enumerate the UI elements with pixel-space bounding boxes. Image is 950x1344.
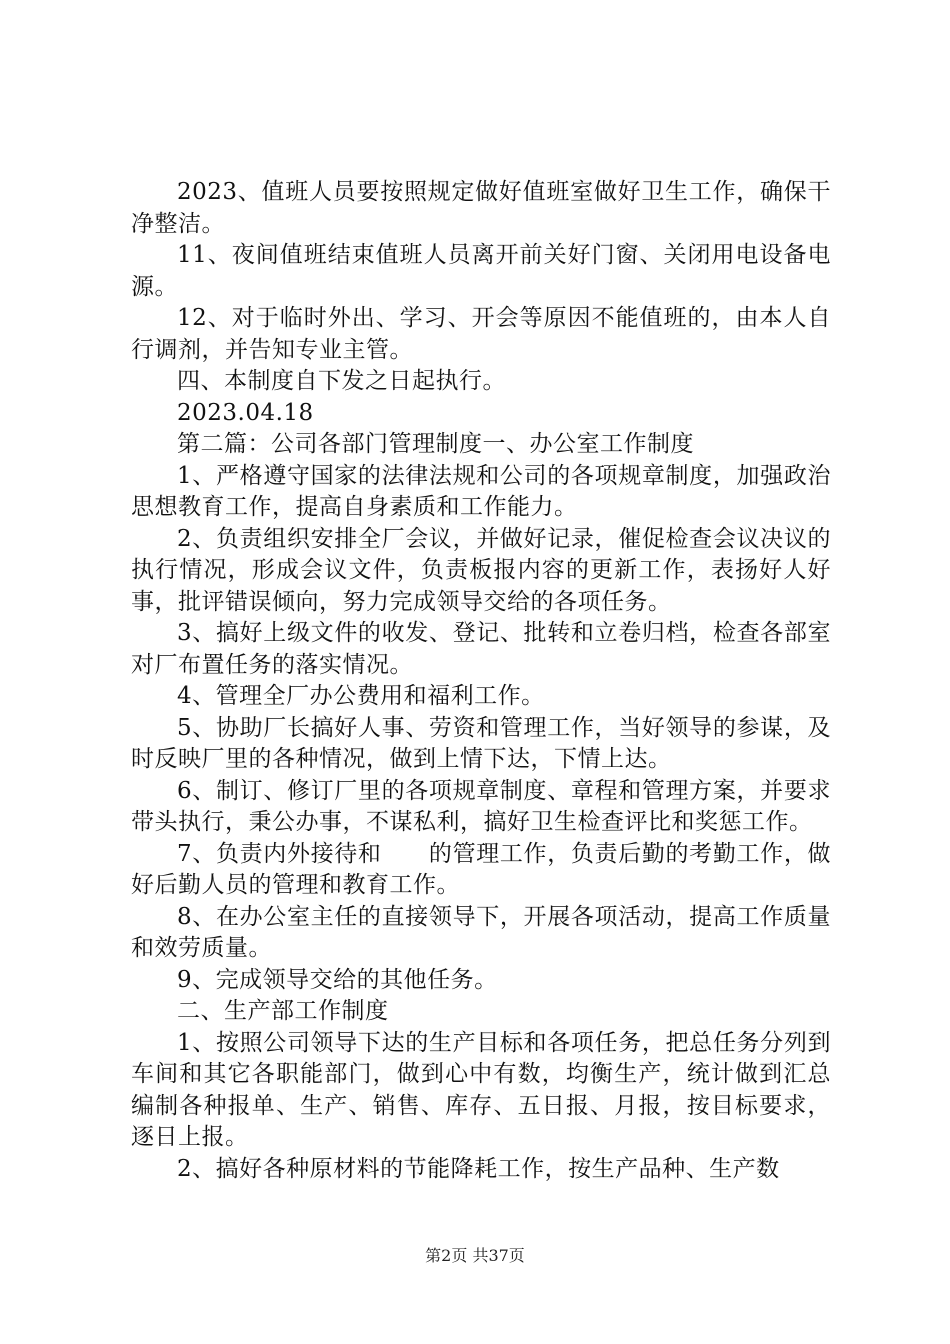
section-heading: 二、生产部工作制度: [177, 998, 389, 1024]
paragraph: 1、严格遵守国家的法律法规和公司的各项规章制度，加强政治思想教育工作，提高自身素质和工作能力。: [131, 462, 831, 520]
paragraph: 11、夜间值班结束值班人员离开前关好门窗、关闭用电设备电源。: [131, 242, 831, 300]
paragraph: 2023、值班人员要按照规定做好值班室做好卫生工作，确保干净整洁。: [131, 179, 831, 237]
paragraph: 5、协助厂长搞好人事、劳资和管理工作，当好领导的参谋，及时反映厂里的各种情况，做到上情下达，下情上达。: [131, 714, 831, 772]
date-line: 2023.04.18: [177, 399, 314, 426]
paragraph: 9、完成领导交给的其他任务。: [177, 966, 498, 993]
document-body: [131, 177, 831, 1185]
section-heading: 第二篇：公司各部门管理制度一、办公室工作制度: [177, 431, 694, 457]
paragraph: 8、在办公室主任的直接领导下，开展各项活动，提高工作质量和效劳质量。: [131, 903, 831, 961]
paragraph: 2、负责组织安排全厂会议，并做好记录，催促检查会议决议的执行情况，形成会议文件，负责板报内容的更新工作，表扬好人好事，批评错误倾向，努力完成领导交给的各项任务。: [131, 525, 831, 615]
paragraph: 3、搞好上级文件的收发、登记、批转和立卷归档，检查各部室对厂布置任务的落实情况。: [131, 620, 831, 678]
paragraph: 12、对于临时外出、学习、开会等原因不能值班的，由本人自行调剂，并告知专业主管。: [131, 305, 831, 363]
paragraph: 4、管理全厂办公费用和福利工作。: [177, 683, 545, 709]
paragraph: 1、按照公司领导下达的生产目标和各项任务，把总任务分列到车间和其它各职能部门，做到心中有数，均衡生产，统计做到汇总编制各种报单、生产、销售、库存、五日报、月报，按目标要求，逐日上报。: [131, 1029, 831, 1150]
paragraph: 2、搞好各种原材料的节能降耗工作，按生产品种、生产数: [177, 1155, 780, 1182]
paragraph: 6、制订、修订厂里的各项规章制度、章程和管理方案，并要求带头执行，秉公办事，不谋私利，搞好卫生检查评比和奖惩工作。: [131, 777, 831, 835]
paragraph: 7、负责内外接待和 的管理工作，负责后勤的考勤工作，做好后勤人员的管理和教育工作。: [131, 840, 831, 898]
page-footer: 第2页 共37页: [425, 1246, 525, 1265]
paragraph: 四、本制度自下发之日起执行。: [177, 368, 506, 394]
